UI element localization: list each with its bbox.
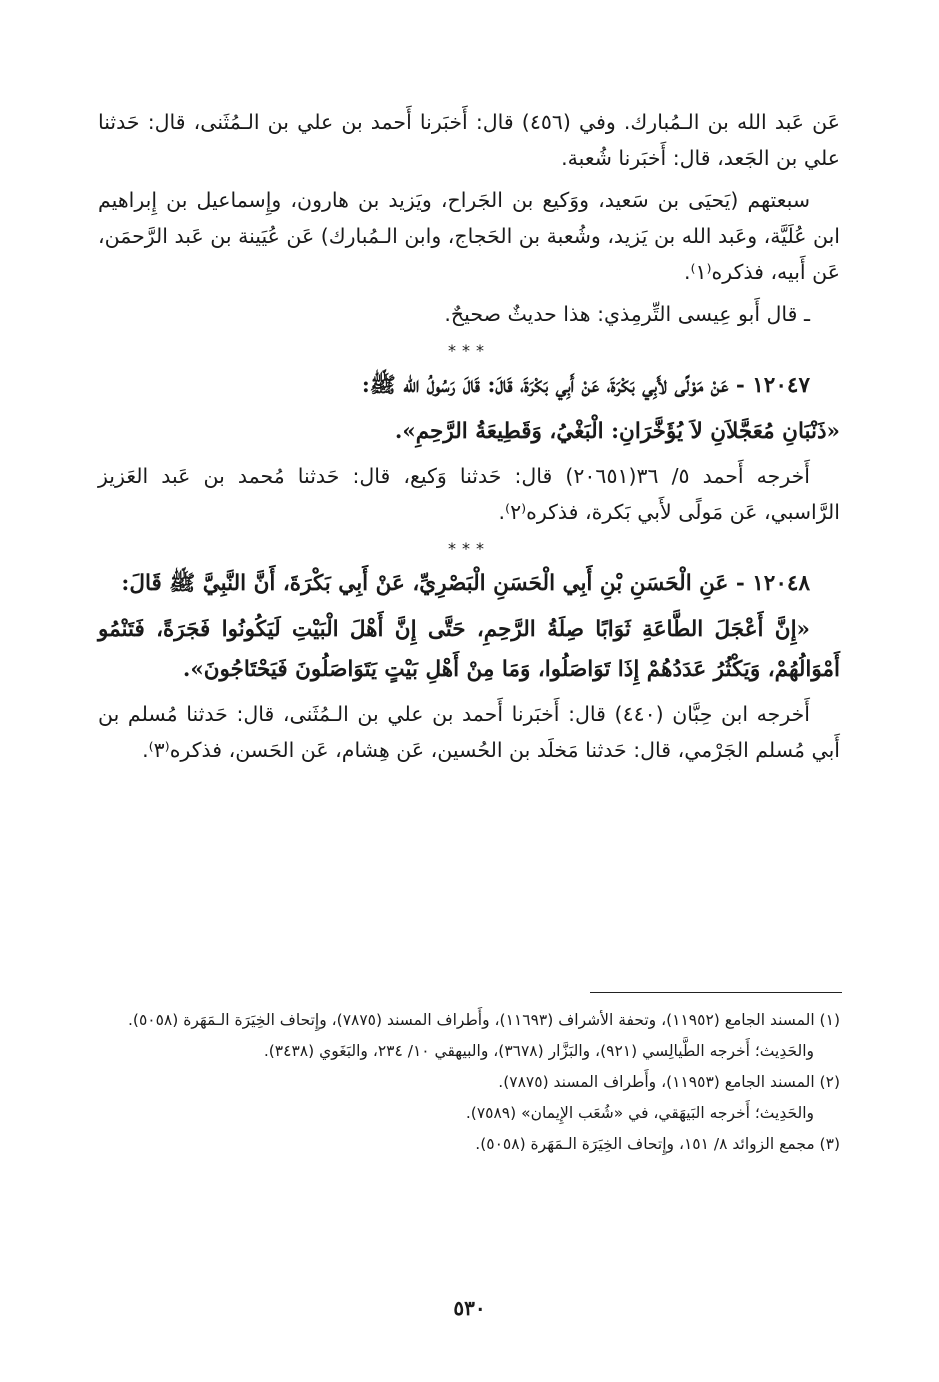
main-text <box>98 104 840 774</box>
footnote-2: (٢) المسند الجامع (١١٩٥٣)، وأَطراف المسند (٧٨٧٥). <box>498 1073 840 1091</box>
paragraph-isnad-1: عَن عَبد الله بن الـمُبارك. وفي (٤٥٦) قال: أَخبَرنا أَحمد بن علي بن الـمُثَنى، قال: حَدثنا علي بن الجَعد، قال: أَخبَرنا شُعبة. <box>98 110 840 170</box>
paragraph-takhrij-ibn-hibban: أَخرجه ابن حِبَّان (٤٤٠) قال: أَخبَرنا أَحمد بن علي بن الـمُثَنى، قال: حَدثنا مُسلم بن أَبي مُسلم الجَرْمي، قال: حَدثنا مَخلَد بن الحُسين، عَن هِشام، عَن الحَسن، فذكره⁽٣⁾. <box>98 702 840 762</box>
paragraph-takhrij-ahmad: أَخرجه أَحمد ٥/ ٣٦(٢٠٦٥١) قال: حَدثنا وَكيع، قال: حَدثنا مُحمد بن عَبد العَزيز الرَّاسبي، عَن مَولًى لأَبي بَكرة، فذكره⁽٢⁾. <box>98 464 840 524</box>
footnotes <box>98 1006 840 1161</box>
hadith-12048-text: «إِنَّ أَعْجَلَ الطَّاعَةِ ثَوَابًا صِلَةُ الرَّحِمِ، حَتَّى إِنَّ أَهْلَ الْبَيْتِ لَيَكُونُوا فَجَرَةً، فَتَنْمُو أَمْوَالُهُمْ، وَيَكْثُرُ عَدَدُهُمْ إِذَا تَوَاصَلُوا، وَمَا مِنْ أَهْلِ بَيْتٍ يَتَوَاصَلُونَ فَيَحْتَاجُونَ». <box>98 617 840 682</box>
hadith-12047-heading: ١٢٠٤٧ - عَنْ مَوْلًى لأَبِي بَكْرَةَ، عَنْ أَبِي بَكْرَةَ، قَالَ: قَالَ رَسُولُ الله ﷺ: <box>361 373 810 398</box>
footnote-1: (١) المسند الجامع (١١٩٥٢)، وتحفة الأشراف (١١٦٩٣)، وأَطراف المسند (٧٨٧٥)، وإِتحاف الخِيَرَة الـمَهَرة (٥٠٥٨). <box>127 1011 840 1029</box>
hadith-12047-text: «ذَنْبَانِ مُعَجَّلاَنِ لاَ يُؤَخَّرَانِ: الْبَغْيُ، وَقَطِيعَةُ الرَّحِمِ». <box>394 419 840 444</box>
footnote-3: (٣) مجمع الزوائد ٨/ ١٥١، وإِتحاف الخِيَرَة الـمَهَرة (٥٠٥٨). <box>475 1135 840 1153</box>
hadith-12048-heading: ١٢٠٤٨ - عَنِ الْحَسَنِ بْنِ أَبِي الْحَسَنِ الْبَصْرِيِّ، عَنْ أَبِي بَكْرَةَ، أَنَّ النَّبِيَّ ﷺ قَالَ: <box>121 571 810 596</box>
footnote-2-continuation: والحَدِيث؛ أَخرجه البَيهَقي، في «شُعَب الإِيمان» (٧٥٨٩). <box>465 1104 814 1122</box>
footnote-1-continuation: والحَدِيث؛ أَخرجه الطَّيالِسي (٩٢١)، والبَزَّار (٣٦٧٨)، والبيهقي ١٠/ ٢٣٤، والبَغَوي (٣٤٣٨). <box>263 1042 814 1060</box>
paragraph-tirmidhi-ruling: ـ قال أَبو عِيسى التِّرمِذي: هذا حديثٌ صحيحٌ. <box>444 302 810 326</box>
section-separator: *** <box>448 539 490 558</box>
footnote-divider <box>590 992 842 993</box>
page-number: ٥٣٠ <box>453 1296 486 1320</box>
paragraph-isnad-2: سبعتهم (يَحيَى بن سَعيد، ووَكيع بن الجَراح، ويَزيد بن هارون، وإِسماعيل بن إِبراهيم ابن عُلَيَّة، وعَبد الله بن يَزيد، وشُعبة بن الحَجاج، وابن الـمُبارك) عَن عُيَينة بن عَبد الرَّحمَن، عَن أَبيه، فذكره⁽١⁾. <box>98 188 840 284</box>
section-separator: *** <box>448 341 490 360</box>
